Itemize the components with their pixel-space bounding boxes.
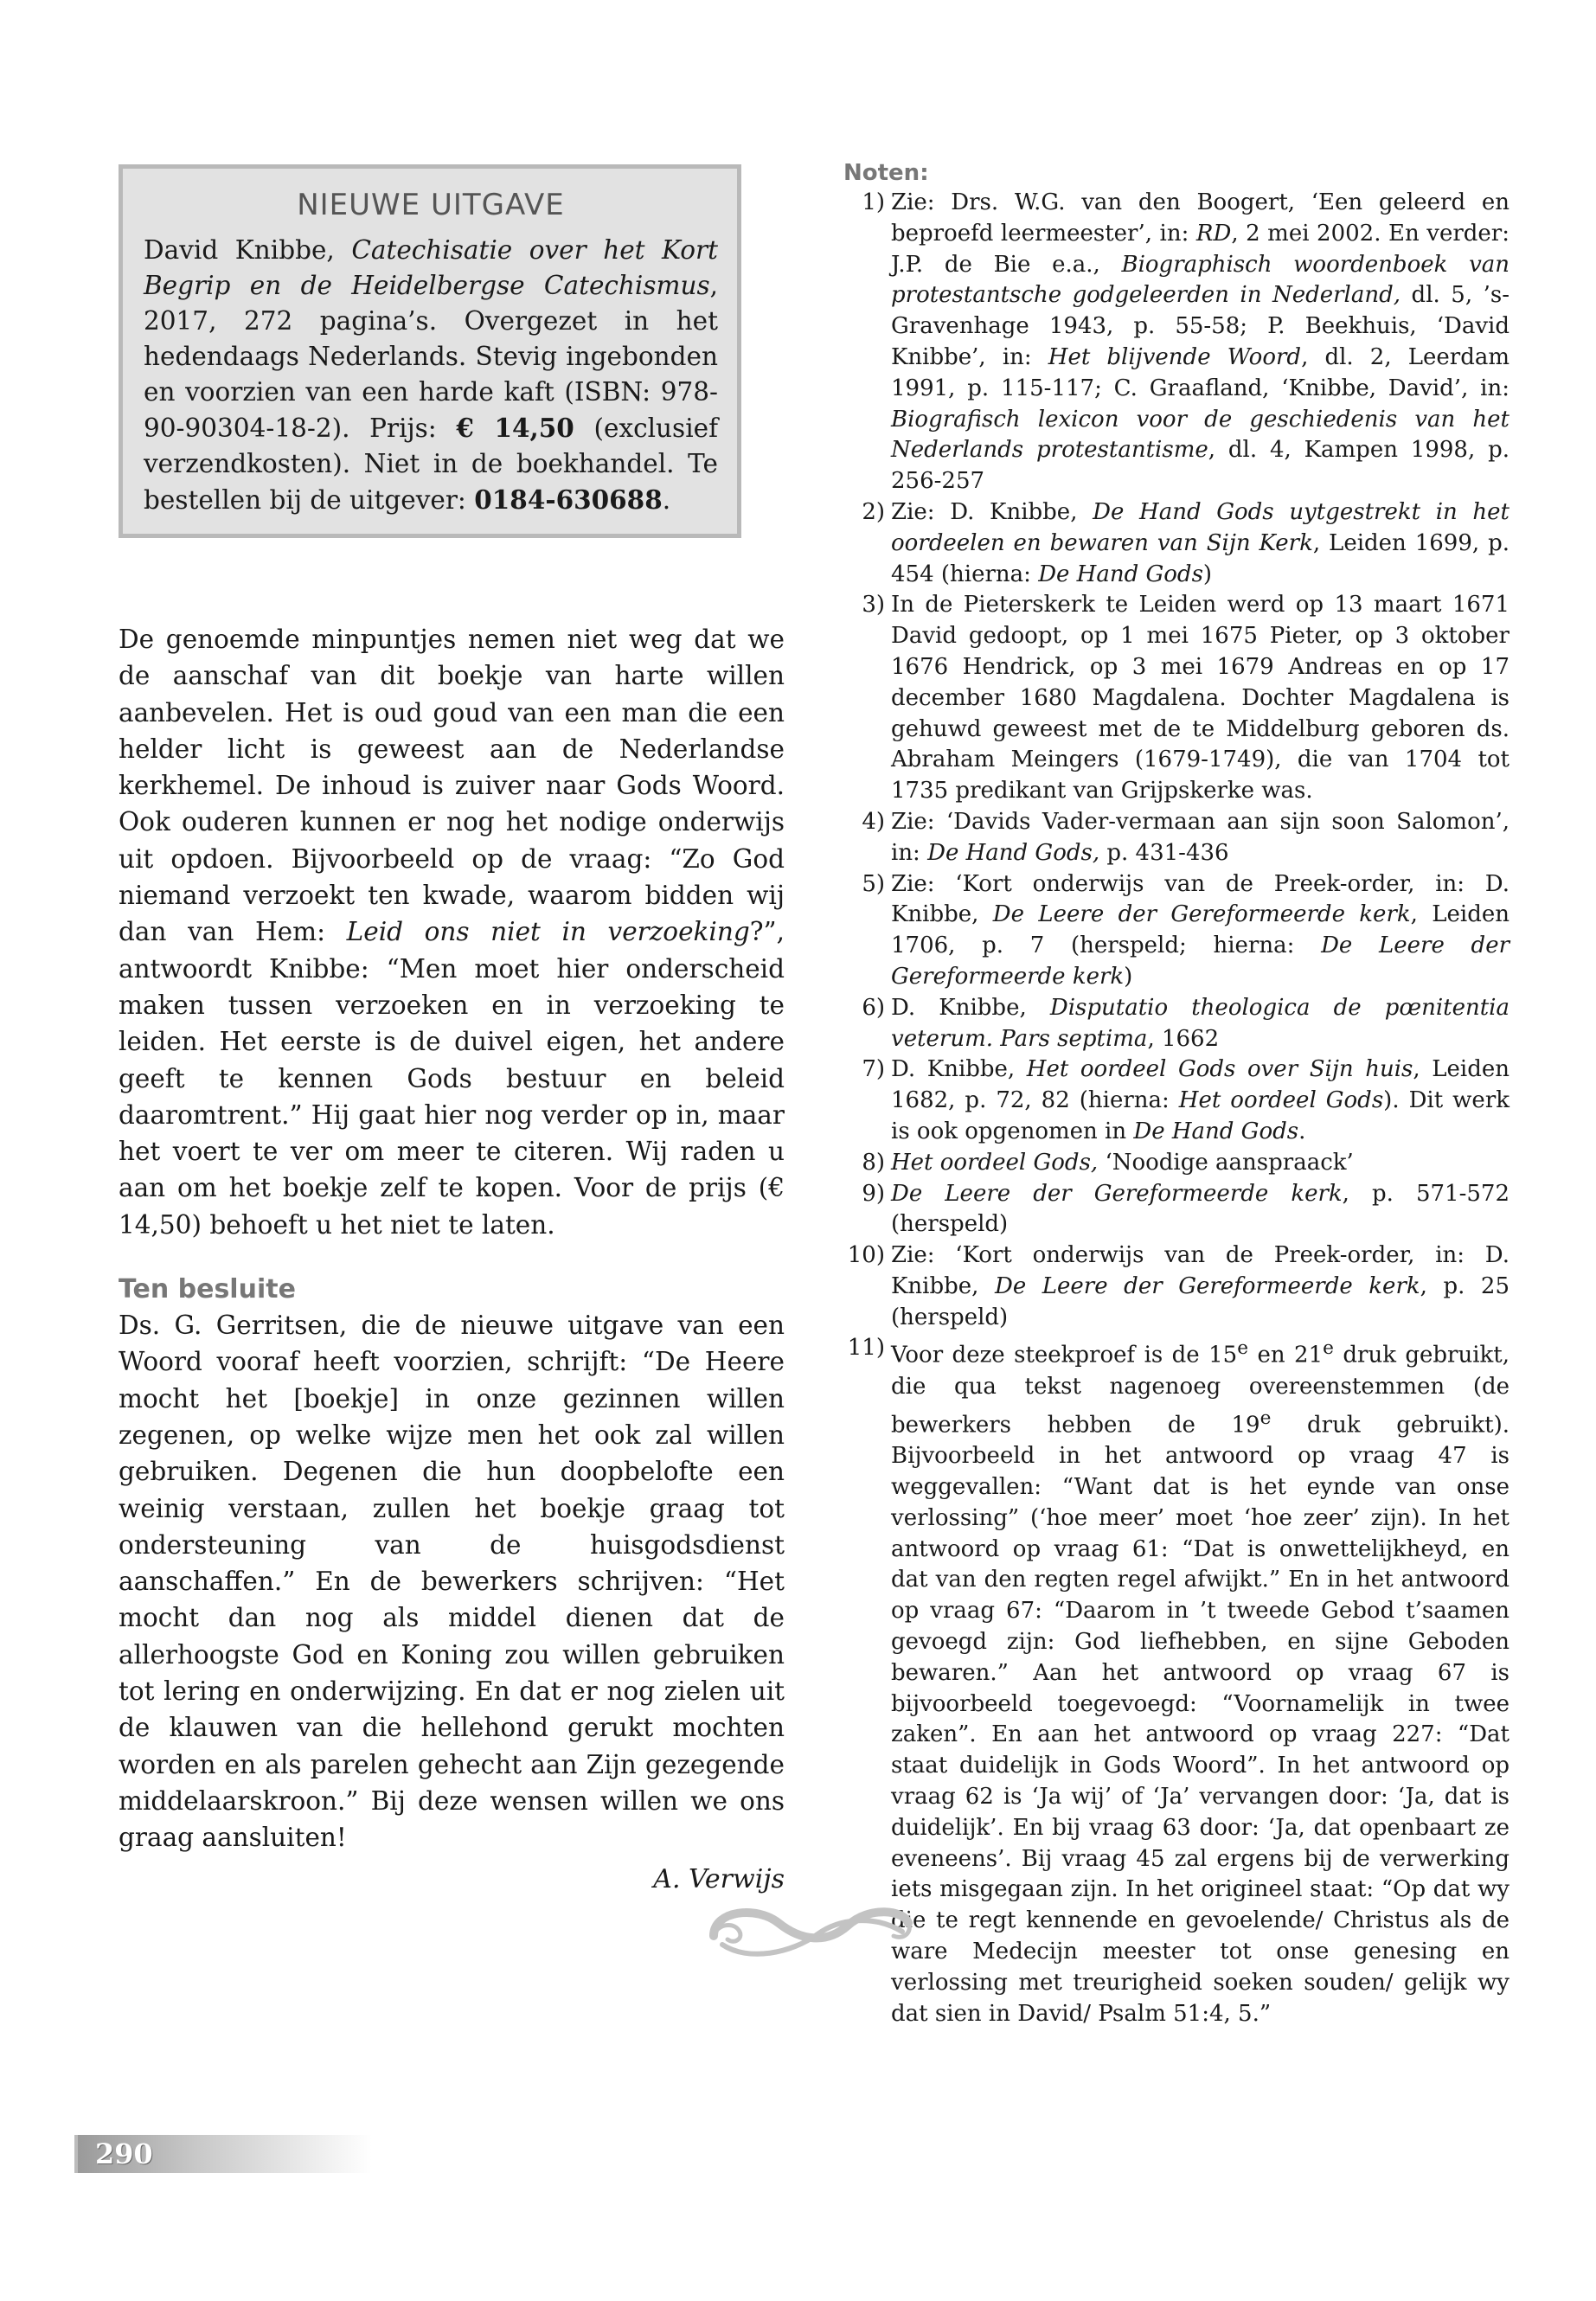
note-4: 4) Zie: ‘Davids Vader-vermaan aan sijn soon Salomon’, in: De Hand Gods, p. 431-436 xyxy=(862,808,1509,866)
note-1: 1) Zie: Drs. W.G. van den Boogert, ‘Een geleerd en beproefd leermeester’, in: RD, 2 mei 2002. En verder: J.P. de Bie e.a., Biographisch woordenboek van protestantsche godgeleerden in Nederland, dl. 5, ’s-Gravenhage 1943, p. 55-58; P. Beekhuis, ‘David Knibbe’, in: Het blijvende Woord, dl. 2, Leerdam 1991, p. 115-117; C. Graafland, ‘Knibbe, David’, in: Biografisch lexicon voor de geschiedenis van het Nederlands protestantisme, dl. 4, Kampen 1998, p. 256-257 xyxy=(862,189,1510,495)
notes-heading: Noten: xyxy=(843,160,929,186)
left-column xyxy=(119,164,785,1898)
section-heading: Ten besluite xyxy=(119,1274,296,1305)
page-number-tab xyxy=(74,2135,372,2173)
price: € 14,50 xyxy=(456,413,574,443)
paragraph-recommendation: De genoemde minpuntjes nemen niet weg dat we de aanschaf van dit boekje van harte willen aanbevelen. Het is oud goud van een man die een helder licht is geweest aan de Nederlandse kerkhemel. De inhoud is zuiver naar Gods Woord. Ook ouderen kunnen er nog het nodige onderwijs uit opdoen. Bijvoorbeeld op de vraag: “Zo God niemand verzoekt ten kwade, waarom bidden wij dan van Hem: Leid ons niet in verzoeking?”, antwoordt Knibbe: “Men moet hier onderscheid maken tussen verzoeken en in verzoeking te leiden. Het eerste is de duivel eigen, het andere geeft te kennen Gods bestuur en beleid daaromtrent.” Hij gaat hier nog verder op in, maar het voert te ver om meer te citeren. Wij raden u aan om het boekje zelf te kopen. Voor de prijs (€ 14,50) behoeft u het niet te laten. xyxy=(119,625,785,1240)
decorative-flourish-icon xyxy=(696,1884,921,1971)
box-text: David Knibbe, Catechisatie over het Kort Begrip en de Heidelbergse Catechismus, 2017, 272 pagina’s. Overgezet in het hedendaags Nederlands. Stevig ingebonden en voorzien van een harde kaft (ISBN: 978-90-90304-18-2). Prijs: € 14,50 (exclusief verzendkosten). Niet in de boekhandel. Te bestellen bij de uitgever: 0184-630688. xyxy=(144,235,719,515)
note-3: 3) In de Pieterskerk te Leiden werd op 13 maart 1671 David gedoopt, op 1 mei 1675 Pieter, op 3 oktober 1676 Hendrick, op 3 mei 1679 Andreas en op 17 december 1680 Magdalena. Dochter Magdalena is gehuwd geweest met de te Middelburg geboren ds. Abraham Meingers (1679-1749), die van 1704 tot 1735 predikant van Grijpskerke was. xyxy=(862,592,1509,804)
author-signature: A. Verwijs xyxy=(653,1863,785,1894)
box-title: NIEUWE UITGAVE xyxy=(297,188,565,222)
new-edition-box xyxy=(119,164,741,538)
note-9: 9) De Leere der Gereformeerde kerk, p. 571-572 (herspeld) xyxy=(862,1180,1509,1238)
notes-column xyxy=(843,160,1509,2029)
note-10: 10) Zie: ‘Kort onderwijs van de Preek-order, in: D. Knibbe, De Leere der Gereformeerde kerk, p. 25 (herspeld) xyxy=(847,1242,1510,1330)
note-11: 11) Voor deze steekproef is de 15e en 21e druk gebruikt, die qua tekst nagenoeg overeenstemmen (de bewerkers hebben de 19e druk gebruikt). Bijvoorbeeld in het antwoord op vraag 47 is weggevallen: “Want dat is het eynde van onse verlossing” (‘hoe meer’ moet ‘hoe zeer’ zijn). In het antwoord op vraag 61: “Dat is onwettelijkheyd, en dat van den regten regel afwijkt.” En in het antwoord op vraag 67: “Daarom in ’t tweede Gebod t’saamen gevoegd zijn: God liefhebben, en sijne Geboden bewaren.” Aan het antwoord op vraag 67 is bijvoorbeeld toegevoegd: “Voornamelijk in twee zaken”. En aan het antwoord op vraag 227: “Dat staat duidelijk in Gods Woord”. In het antwoord op vraag 62 is ‘Ja wij’ of ‘Ja’ vervangen door: ‘Ja, dat is duidelijk’. En bij vraag 63 door: ‘Ja, dat openbaart ze eveneens’. Bij vraag 45 zal ergens bij de verwerking iets misgegaan zijn. In het origineel staat: “Op dat wy die te regt kennende en gevoelende/ Christus als de ware Medecijn meester tot onse genesing en verlossing met treurigheid soeken souden/ gelijk wy dat sien in David/ Psalm 51:4, 5.” xyxy=(847,1335,1510,2027)
note-5: 5) Zie: ‘Kort onderwijs van de Preek-order, in: D. Knibbe, De Leere der Gereformeerde kerk, Leiden 1706, p. 7 (herspeld; hierna: De Leere der Gereformeerde kerk) xyxy=(862,870,1510,990)
note-7: 7) D. Knibbe, Het oordeel Gods over Sijn huis, Leiden 1682, p. 72, 82 (hierna: Het oordeel Gods). Dit werk is ook opgenomen in De Hand Gods. xyxy=(862,1056,1510,1144)
page-number: 290 xyxy=(95,2138,153,2170)
note-2: 2) Zie: D. Knibbe, De Hand Gods uytgestrekt in het oordeelen en bewaren van Sijn Kerk, Leiden 1699, p. 454 (hierna: De Hand Gods) xyxy=(862,498,1509,587)
paragraph-conclusion: Ds. G. Gerritsen, die de nieuwe uitgave van een Woord vooraf heeft voorzien, schrijft: “De Heere mocht het [boekje] in onze gezinnen willen zegenen, op welke wijze men het ook zal willen gebruiken. Degenen die hun doopbelofte een weinig verstaan, zullen het boekje graag tot ondersteuning van de huisgodsdienst aanschaffen.” En de bewerkers schrijven: “Het mocht dan nog als middel dienen dat de allerhoogste God en Koning zou willen gebruiken tot lering en onderwijzing. En dat er nog zielen uit de klauwen van die hellehond gerukt mochten worden en als parelen gehecht aan Zijn gezegende middelaarskroon.” Bij deze wensen willen we ons graag aansluiten! xyxy=(119,1311,785,1853)
phone-number: 0184-630688 xyxy=(474,484,663,515)
note-8: 8) Het oordeel Gods, ‘Noodige aanspraack’ xyxy=(862,1149,1354,1176)
note-6: 6) D. Knibbe, Disputatio theologica de pœnitentia veterum. Pars septima, 1662 xyxy=(862,994,1509,1052)
notes-list xyxy=(843,188,1509,2029)
